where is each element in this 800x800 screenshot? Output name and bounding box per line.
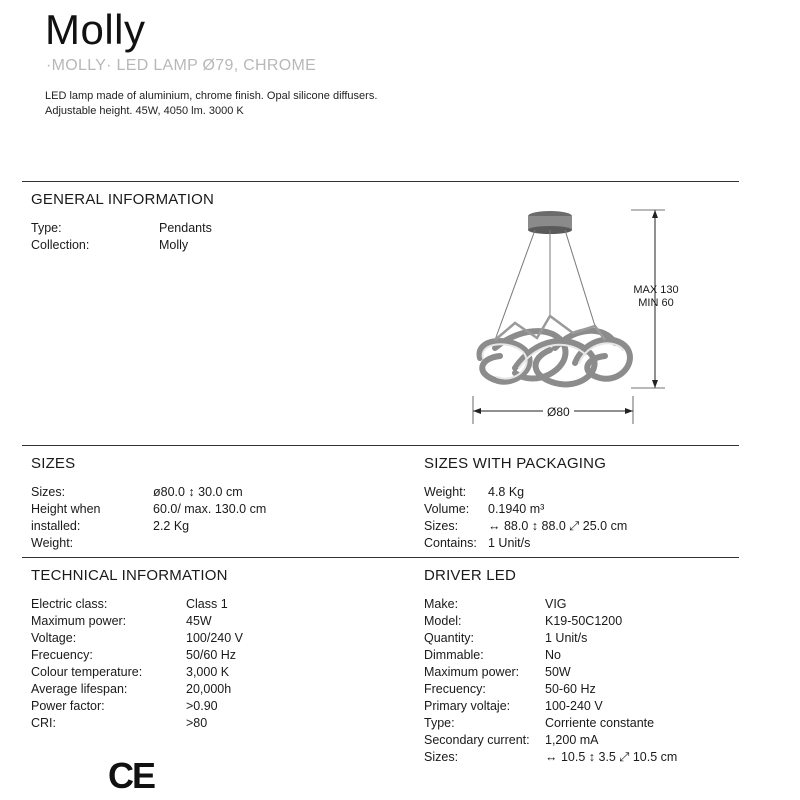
general-value: Molly xyxy=(159,238,189,252)
technical-label: Colour temperature: xyxy=(31,665,143,679)
driver-value: 50W xyxy=(545,665,571,679)
packaging-value: 4.8 Kg xyxy=(488,485,525,499)
driver-value: 100-240 V xyxy=(545,699,603,713)
sizes-label: Height when xyxy=(31,502,101,516)
driver-label: Sizes: xyxy=(424,750,459,764)
technical-value: >0.90 xyxy=(186,699,218,713)
product-description xyxy=(45,89,465,119)
technical-value: >80 xyxy=(186,716,208,730)
sizes-label: Weight: xyxy=(31,536,74,550)
driver-value: No xyxy=(545,648,561,662)
product-subtitle: ·MOLLY· LED LAMP Ø79, CHROME xyxy=(46,57,317,74)
driver-value: ↔ 10.5 ↕ 3.5 ⤢ 10.5 cm xyxy=(545,750,678,764)
packaging-value: ↔ 88.0 ↕ 88.0 ⤢ 25.0 cm xyxy=(488,519,628,533)
description-line-1: LED lamp made of aluminium, chrome finish. Opal silicone diffusers. xyxy=(45,90,378,102)
pendant-lamp-drawing xyxy=(455,198,675,433)
driver-label: Primary voltaje: xyxy=(424,699,511,713)
sizes-value: 60.0/ max. 130.0 cm xyxy=(153,502,267,516)
product-title: Molly xyxy=(45,6,146,53)
driver-value: 1,200 mA xyxy=(545,733,599,747)
divider-general xyxy=(22,181,739,182)
section-title-packaging: SIZES WITH PACKAGING xyxy=(424,455,607,472)
height-min-label: MIN 60 xyxy=(638,297,674,309)
description-line-2: Adjustable height. 45W, 4050 lm. 3000 K xyxy=(45,105,244,117)
divider-technical xyxy=(22,557,739,558)
ce-mark-icon: CE xyxy=(108,755,155,796)
technical-label: Voltage: xyxy=(31,631,77,645)
technical-label: Power factor: xyxy=(31,699,105,713)
driver-value: VIG xyxy=(545,597,567,611)
height-label xyxy=(631,284,681,310)
diameter-label: Ø80 xyxy=(543,405,574,419)
general-value: Pendants xyxy=(159,221,212,235)
height-max-label: MAX 130 xyxy=(633,284,679,296)
section-title-technical: TECHNICAL INFORMATION xyxy=(31,567,228,584)
sizes-value: ø80.0 ↕ 30.0 cm xyxy=(153,485,243,499)
technical-label: Maximum power: xyxy=(31,614,127,628)
technical-value: 45W xyxy=(186,614,212,628)
technical-label: Electric class: xyxy=(31,597,108,611)
technical-value: 20,000h xyxy=(186,682,232,696)
technical-value: 50/60 Hz xyxy=(186,648,237,662)
divider-sizes xyxy=(22,445,739,446)
section-title-driver: DRIVER LED xyxy=(424,567,517,584)
driver-value: Corriente constante xyxy=(545,716,655,730)
general-label: Collection: xyxy=(31,238,90,252)
technical-label: Average lifespan: xyxy=(31,682,128,696)
technical-label: CRI: xyxy=(31,716,56,730)
driver-label: Make: xyxy=(424,597,459,611)
section-title-sizes: SIZES xyxy=(31,455,76,472)
packaging-label: Volume: xyxy=(424,502,470,516)
sizes-label: Sizes: xyxy=(31,485,66,499)
driver-label: Secondary current: xyxy=(424,733,530,747)
technical-value: 3,000 K xyxy=(186,665,230,679)
packaging-label: Weight: xyxy=(424,485,467,499)
driver-label: Model: xyxy=(424,614,462,628)
packaging-label: Sizes: xyxy=(424,519,459,533)
driver-value: 1 Unit/s xyxy=(545,631,588,645)
packaging-value: 1 Unit/s xyxy=(488,536,531,550)
driver-value: 50-60 Hz xyxy=(545,682,596,696)
technical-label: Frecuency: xyxy=(31,648,93,662)
driver-label: Type: xyxy=(424,716,455,730)
driver-label: Quantity: xyxy=(424,631,475,645)
driver-label: Maximum power: xyxy=(424,665,520,679)
technical-value: 100/240 V xyxy=(186,631,243,645)
sizes-value: 2.2 Kg xyxy=(153,519,190,533)
driver-value: K19-50C1200 xyxy=(545,614,623,628)
packaging-label: Contains: xyxy=(424,536,477,550)
packaging-value: 0.1940 m³ xyxy=(488,502,545,516)
driver-label: Dimmable: xyxy=(424,648,484,662)
sizes-label: installed: xyxy=(31,519,81,533)
driver-label: Frecuency: xyxy=(424,682,486,696)
general-label: Type: xyxy=(31,221,62,235)
technical-value: Class 1 xyxy=(186,597,228,611)
section-title-general: GENERAL INFORMATION xyxy=(31,191,214,208)
